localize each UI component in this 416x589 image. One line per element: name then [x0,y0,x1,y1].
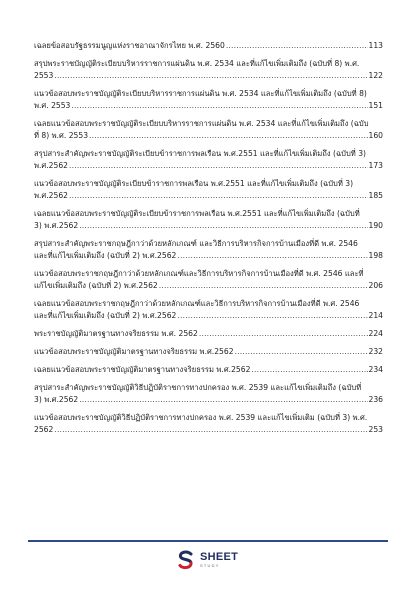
toc-entry-line [34,178,383,190]
toc-page-number: 224 [368,329,383,338]
toc-entry-line [34,100,383,112]
toc-entry[interactable] [34,298,383,322]
toc-entry-line [34,148,383,160]
toc-entry[interactable] [34,364,383,376]
toc-dot-leader [69,160,368,172]
toc-entry-title: แก้ไขเพิ่มเติมถึง (ฉบับที่ 2) พ.ศ.2562 [34,281,158,290]
toc-entry-title: พระราชบัญญัติมาตรฐานทางจริยธรรม พ.ศ. 2562 [34,329,198,338]
logo-name: SHEET [200,551,239,563]
toc-page-number: 190 [368,221,383,230]
toc-entry-line [34,130,383,142]
toc-dot-leader [226,40,368,52]
toc-entry-line [34,70,383,82]
logo-subtitle: STUDY [200,563,220,568]
toc-entry[interactable] [34,178,383,202]
toc-entry-line [34,40,383,52]
toc-entry-title: เฉลยแนวข้อสอบพระราชกฤษฎีกาว่าด้วยหลักเกณฑ์และวิธีการบริหารกิจการบ้านเมืองที่ดี พ.ศ. 2546 [34,299,360,308]
toc-dot-leader [54,70,367,82]
toc-page-number: 160 [368,131,383,140]
toc-page-number: 122 [368,71,383,80]
toc-entry[interactable] [34,268,383,292]
toc-entry[interactable] [34,328,383,340]
toc-dot-leader [159,280,368,292]
toc-entry-line [34,118,383,130]
toc-entry-line [34,88,383,100]
footer-divider [28,540,388,542]
toc-dot-leader [177,250,367,262]
toc-page-number: 185 [368,191,383,200]
toc-page-number: 253 [368,425,383,434]
toc-entry-line [34,394,383,406]
toc-dot-leader [79,394,367,406]
toc-entry-title: พ.ศ.2562 [34,161,68,170]
toc-entry[interactable] [34,88,383,112]
toc-entry-line [34,58,383,70]
toc-dot-leader [79,220,367,232]
toc-entry-line [34,268,383,280]
toc-entry-line [34,280,383,292]
toc-entry-line [34,328,383,340]
toc-dot-leader [177,310,367,322]
toc-entry[interactable] [34,412,383,436]
toc-page-number: 151 [368,101,383,110]
toc-page-number: 236 [368,395,383,404]
logo-s-icon [176,550,196,570]
toc-entry-title: เฉลยแนวข้อสอบพระราชบัญญัติระเบียบข้าราชการพลเรือน พ.ศ.2551 และที่แก้ไขเพิ่มเติมถึง (ฉบับที่ [34,209,360,218]
toc-entry-title: สรุปสาระสำคัญพระราชกฤษฎีกาว่าด้วยหลักเกณฑ์ และวิธีการบริหารกิจการบ้านเมืองที่ดี พ.ศ. 2546 [34,239,358,248]
toc-page-number: 198 [368,251,383,260]
toc-entry-line [34,220,383,232]
toc-entry[interactable] [34,58,383,82]
toc-dot-leader [251,364,367,376]
toc-dot-leader [235,346,368,358]
toc-entry-line [34,298,383,310]
toc-dot-leader [89,130,367,142]
table-of-contents [34,40,383,442]
toc-page-number: 113 [368,41,383,50]
toc-entry-title: พ.ศ.2562 [34,191,68,200]
toc-entry[interactable] [34,148,383,172]
toc-page-number: 173 [368,161,383,170]
toc-entry-title: แนวข้อสอบพระราชกฤษฎีกาว่าด้วยหลักเกณฑ์และวิธีการบริหารกิจการบ้านเมืองที่ดี พ.ศ. 2546 และที่ [34,269,364,278]
toc-entry-line [34,424,383,436]
toc-page-number: 234 [368,365,383,374]
toc-entry-title: 2553 [34,71,54,80]
toc-entry-title: สรุปพระราชบัญญัติระเบียบบริหารราชการแผ่นดิน พ.ศ. 2534 และที่แก้ไขเพิ่มเติมถึง (ฉบับที่ 8) พ.ศ. [34,59,360,68]
toc-entry[interactable] [34,118,383,142]
toc-entry[interactable] [34,346,383,358]
toc-page-number: 232 [368,347,383,356]
toc-entry-title: แนวข้อสอบพระราชบัญญัติวิธีปฏิบัติราชการทางปกครอง พ.ศ. 2539 และแก้ไขเพิ่มเติม (ฉบับที่ 3) พ.ศ. [34,413,368,422]
toc-entry[interactable] [34,40,383,52]
toc-entry-title: แนวข้อสอบพระราชบัญญัติระเบียบข้าราชการพลเรือน พ.ศ.2551 และที่แก้ไขเพิ่มเติมถึง (ฉบับที่ 3) [34,179,354,188]
toc-entry-line [34,190,383,202]
sheet-study-logo [176,550,238,570]
toc-entry-title: 2562 [34,425,54,434]
toc-entry-title: เฉลยแนวข้อสอบพระราชบัญญัติระเบียบบริหารราชการแผ่นดิน พ.ศ. 2534 และที่แก้ไขเพิ่มเติมถึง (ฉบับ [34,119,369,128]
toc-entry-title: 3) พ.ศ.2562 [34,221,79,230]
toc-entry-line [34,208,383,220]
toc-entry-line [34,250,383,262]
toc-entry-line [34,346,383,358]
toc-entry-line [34,364,383,376]
toc-entry-line [34,310,383,322]
toc-entry[interactable] [34,238,383,262]
toc-dot-leader [71,100,367,112]
toc-entry-title: สรุปสาระสำคัญพระราชบัญญัติวิธีปฏิบัติราชการทางปกครอง พ.ศ. 2539 และแก้ไขเพิ่มเติมถึง (ฉบับที่ [34,383,362,392]
toc-entry-title: สรุปสาระสำคัญพระราชบัญญัติระเบียบข้าราชการพลเรือน พ.ศ.2551 และที่แก้ไขเพิ่มเติมถึง (ฉบับที่ 3) [34,149,367,158]
toc-dot-leader [199,328,368,340]
toc-entry-title: แนวข้อสอบพระราชบัญญัติระเบียบบริหารราชการแผ่นดิน พ.ศ. 2534 และที่แก้ไขเพิ่มเติมถึง (ฉบับที่ 8) [34,89,367,98]
toc-page-number: 206 [368,281,383,290]
toc-entry-title: และที่แก้ไขเพิ่มเติมถึง (ฉบับที่ 2) พ.ศ.2562 [34,251,177,260]
toc-entry-title: และที่แก้ไขเพิ่มเติมถึง (ฉบับที่ 2) พ.ศ.2562 [34,311,177,320]
toc-entry-title: ที่ 8) พ.ศ. 2553 [34,131,89,140]
toc-entry-line [34,412,383,424]
toc-entry[interactable] [34,382,383,406]
toc-entry-line [34,238,383,250]
toc-dot-leader [69,190,368,202]
toc-entry-title: 3) พ.ศ.2562 [34,395,79,404]
toc-entry-line [34,382,383,394]
toc-entry-line [34,160,383,172]
toc-entry-title: เฉลยข้อสอบรัฐธรรมนูญแห่งราชอาณาจักรไทย พ.ศ. 2560 [34,41,225,50]
toc-page-number: 214 [368,311,383,320]
toc-dot-leader [54,424,367,436]
toc-entry-title: เฉลยแนวข้อสอบพระราชบัญญัติมาตรฐานทางจริยธรรม พ.ศ.2562 [34,365,251,374]
toc-entry[interactable] [34,208,383,232]
toc-entry-title: แนวข้อสอบพระราชบัญญัติมาตรฐานทางจริยธรรม พ.ศ.2562 [34,347,234,356]
toc-entry-title: พ.ศ. 2553 [34,101,71,110]
